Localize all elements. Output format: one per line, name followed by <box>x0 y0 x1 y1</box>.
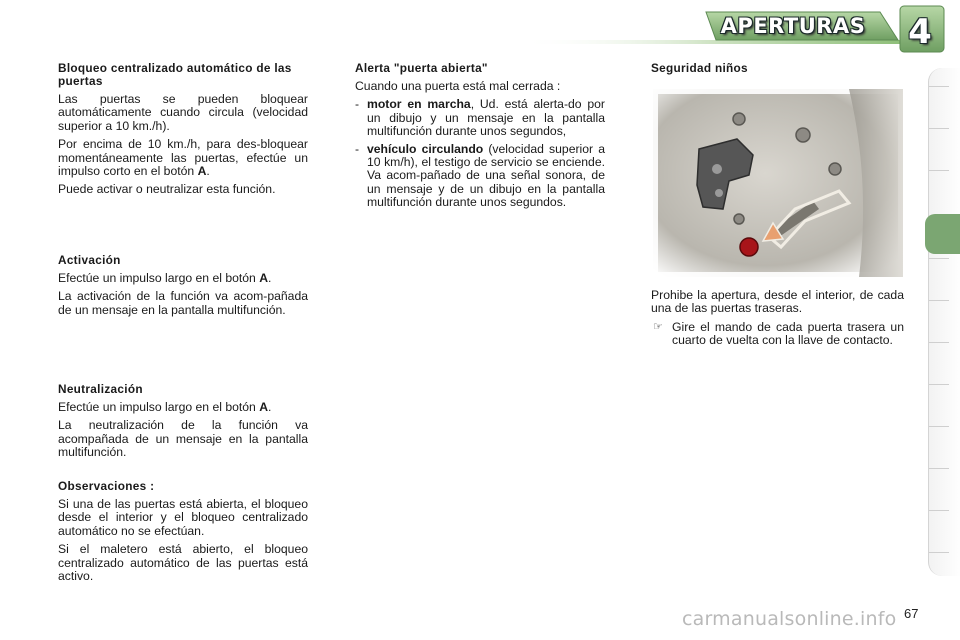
section-title: Neutralización <box>58 382 143 396</box>
section-title: Seguridad niños <box>651 61 748 75</box>
list-item: - motor en marcha, Ud. está alerta-do por un dibujo y un mensaje en la pantalla multifunción durante unos segundos, <box>355 97 605 139</box>
chapter-number: 4 <box>908 12 932 52</box>
pointing-hand-icon: ☞ <box>653 320 663 333</box>
chapter-title: APERTURAS <box>720 14 866 38</box>
paragraph: Si una de las puertas está abierta, el bloqueo desde el interior y el bloqueo centralizado automático no se efectúan. <box>58 497 308 538</box>
paragraph: Por encima de 10 km./h, para des-bloquear momentáneamente las puertas, efectúe un impulso corto en el botón A. <box>58 137 308 179</box>
section-observations <box>58 480 308 588</box>
watermark: carmanualsonline.info <box>682 608 897 630</box>
chapter-tab-active[interactable] <box>925 214 960 254</box>
section-title: Bloqueo centralizado automático de las puertas <box>58 61 292 88</box>
section-neutralization <box>58 383 308 465</box>
page-number: 67 <box>904 606 919 621</box>
paragraph: Efectúe un impulso largo en el botón A. <box>58 271 272 285</box>
paragraph: Las puertas se pueden bloquear automáticamente cuando circula (velocidad superior a 10 km./h). <box>58 92 308 133</box>
section-activation <box>58 254 308 322</box>
paragraph: La neutralización de la función va acompañada de un mensaje en la pantalla multifunción. <box>58 418 308 460</box>
column-right <box>651 62 904 348</box>
chapter-tab-strip <box>928 68 960 576</box>
paragraph: Si el maletero está abierto, el bloqueo centralizado automático de las puertas está activo. <box>58 542 308 584</box>
paragraph: Puede activar o neutralizar esta función. <box>58 182 276 197</box>
section-title: Observaciones : <box>58 479 155 493</box>
column-middle <box>355 62 605 214</box>
door-child-lock-photo <box>653 89 903 277</box>
list-item: ☞ Gire el mando de cada puerta trasera un cuarto de vuelta con la llave de contacto. <box>653 319 904 348</box>
paragraph: Prohibe la apertura, desde el interior, de cada una de las puertas traseras. <box>651 288 904 316</box>
section-auto-lock <box>58 62 308 202</box>
paragraph: La activación de la función va acom-pañada de un mensaje en la pantalla multifunción. <box>58 289 308 317</box>
section-title: Alerta "puerta abierta" <box>355 61 488 75</box>
section-title: Activación <box>58 253 121 267</box>
paragraph: Cuando una puerta está mal cerrada : <box>355 79 561 93</box>
list-item: - vehículo circulando (velocidad superior a 10 km/h), el testigo de servicio se enciende. Va acom-pañado de una señal sonora, de un mensaje y de un dibujo en la pantalla multifunción durante unos segundos. <box>355 141 605 210</box>
paragraph: Efectúe un impulso largo en el botón A. <box>58 400 272 414</box>
